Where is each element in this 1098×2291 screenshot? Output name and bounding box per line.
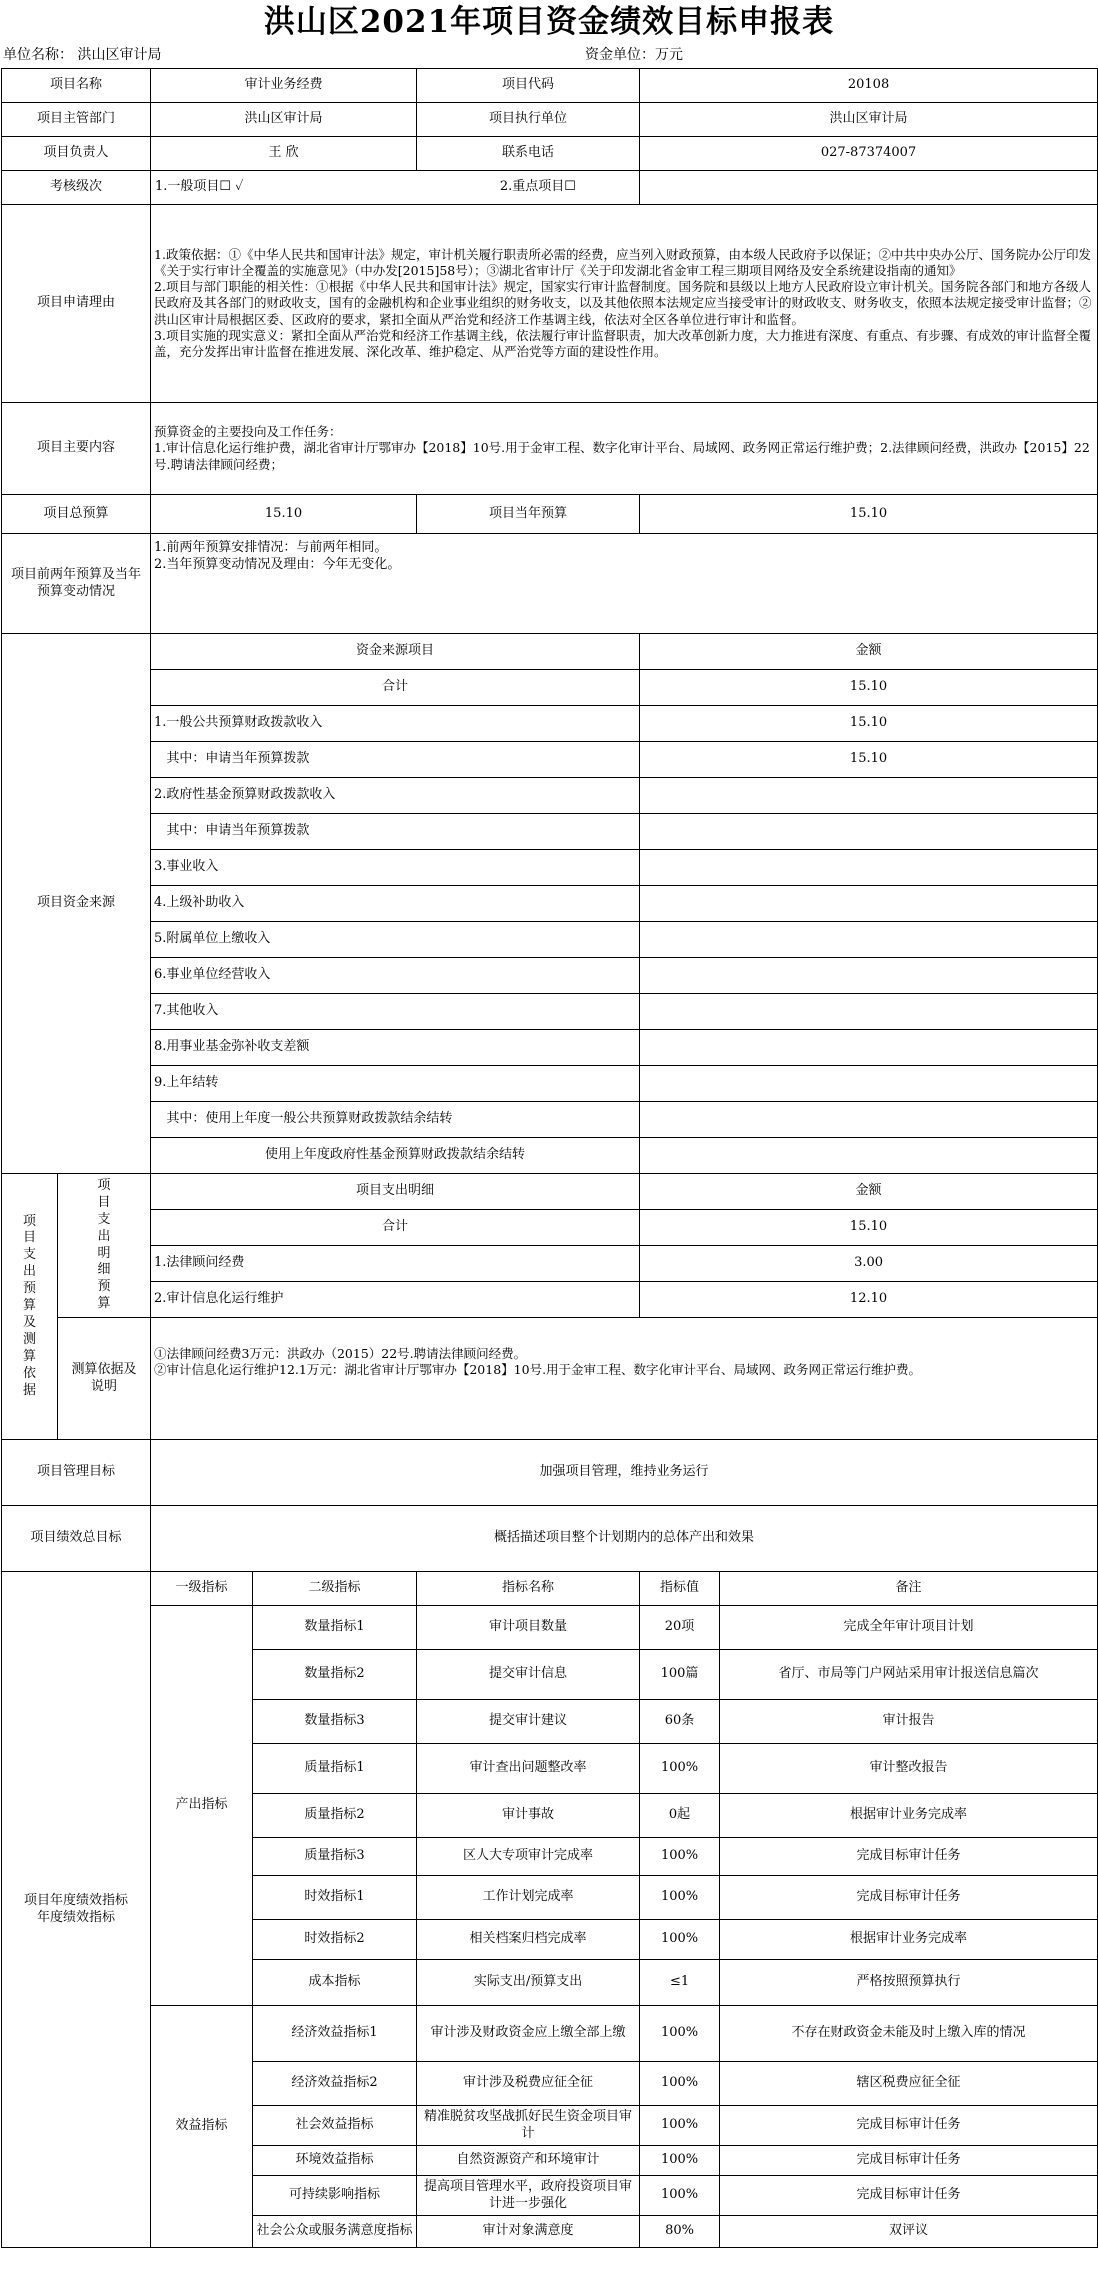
indicator-name: 审计事故 [417,1794,640,1838]
level-key-option[interactable]: 2.重点项目☐ [499,179,576,195]
indicator-row [2,2006,1098,2062]
indicator-value: 100% [640,1744,720,1794]
label-project-name: 项目名称 [2,69,151,103]
level-empty [640,171,1098,205]
funds-row [2,1102,1098,1138]
indicator-l2: 成本指标 [253,1960,417,2006]
indicator-note: 完成全年审计项目计划 [720,1606,1098,1650]
project-code: 20108 [640,69,1098,103]
label-project-code: 项目代码 [417,69,640,103]
expense-item: 2.审计信息化运行维护 [151,1282,640,1318]
project-head: 王 欣 [151,137,417,171]
reason-row [2,205,1098,403]
content-label: 项目主要内容 [2,403,151,495]
funds-amount [640,922,1098,958]
funds-row [2,958,1098,994]
indicator-l2: 数量指标1 [253,1606,417,1650]
indicator-l2: 经济效益指标1 [253,2006,417,2062]
total-budget: 15.10 [151,495,417,534]
indicator-name: 提交审计建议 [417,1700,640,1744]
indicator-value: 100% [640,1838,720,1876]
budget-row [2,495,1098,534]
funds-row [2,922,1098,958]
col-l1: 一级指标 [151,1572,253,1606]
expense-row [2,1246,1098,1282]
expense-col-item: 项目支出明细 [151,1174,640,1210]
funds-header-row [2,634,1098,670]
expense-basis-row [2,1318,1098,1440]
funds-row [2,778,1098,814]
indicator-note: 省厅、市局等门户网站采用审计报送信息篇次 [720,1650,1098,1700]
indicator-note: 完成目标审计任务 [720,1838,1098,1876]
col-value: 指标值 [640,1572,720,1606]
funds-item: 其中：申请当年预算拨款 [151,814,640,850]
indicator-l2: 可持续影响指标 [253,2176,417,2216]
indicator-name: 精准脱贫攻坚战抓好民生资金项目审计 [417,2106,640,2146]
funds-item: 合计 [151,670,640,706]
indicator-note: 完成目标审计任务 [720,2106,1098,2146]
prev-text: 1.前两年预算安排情况：与前两年相同。 2.当年预算变动情况及理由：今年无变化。 [151,534,1098,634]
indicator-note: 完成目标审计任务 [720,1876,1098,1920]
performance-form-table [1,68,1098,2248]
overall-row [2,1506,1098,1572]
funds-amount: 15.10 [640,742,1098,778]
indicator-name: 审计查出问题整改率 [417,1744,640,1794]
expense-outer-label: 项目支出预算及测算依据 [2,1174,58,1440]
label-phone: 联系电话 [417,137,640,171]
indicator-l2: 时效指标1 [253,1876,417,1920]
indicator-name: 审计涉及财政资金应上缴全部上缴 [417,2006,640,2062]
indicator-l2: 经济效益指标2 [253,2062,417,2106]
indicator-value: 100% [640,2006,720,2062]
prev-label: 项目前两年预算及当年预算变动情况 [2,534,151,634]
label-level: 考核级次 [2,171,151,205]
indicator-l2: 质量指标1 [253,1744,417,1794]
funds-row [2,706,1098,742]
expense-row [2,1282,1098,1318]
funds-amount [640,814,1098,850]
funds-amount [640,886,1098,922]
indicator-l2: 数量指标2 [253,1650,417,1700]
funds-item: 1.一般公共预算财政拨款收入 [151,706,640,742]
indicator-note: 根据审计业务完成率 [720,1794,1098,1838]
output-indicator-label: 产出指标 [151,1606,253,2006]
funds-item: 2.政府性基金预算财政拨款收入 [151,778,640,814]
indicator-name: 审计涉及税费应征全征 [417,2062,640,2106]
funds-row [2,850,1098,886]
indicator-value: ≤1 [640,1960,720,2006]
expense-item: 1.法律顾问经费 [151,1246,640,1282]
indicator-l2: 质量指标3 [253,1838,417,1876]
page-title: 洪山区2021年项目资金绩效目标申报表 [263,4,835,40]
mgmt-text: 加强项目管理，维持业务运行 [151,1440,1098,1506]
content-row [2,403,1098,495]
funds-amount [640,850,1098,886]
indicator-value: 80% [640,2216,720,2248]
indicator-note: 审计报告 [720,1700,1098,1744]
expense-row [2,1210,1098,1246]
basis-label: 测算依据及说明 [58,1318,151,1440]
label-head: 项目负责人 [2,137,151,171]
overall-label: 项目绩效总目标 [2,1506,151,1572]
level-general-option[interactable]: 1.一般项目☐ ✓ [155,179,244,195]
expense-amount: 15.10 [640,1210,1098,1246]
indicator-value: 100% [640,2176,720,2216]
indicator-name: 工作计划完成率 [417,1876,640,1920]
indicator-l2: 质量指标2 [253,1794,417,1838]
info-row-head [2,137,1098,171]
indicator-note: 根据审计业务完成率 [720,1920,1098,1960]
indicator-name: 提高项目管理水平，政府投资项目审计进一步强化 [417,2176,640,2216]
indicators-label: 项目年度绩效指标 年度绩效指标 [2,1572,151,2248]
expense-amount: 3.00 [640,1246,1098,1282]
indicator-value: 100篇 [640,1650,720,1700]
funds-amount [640,994,1098,1030]
indicator-value: 100% [640,1920,720,1960]
col-name: 指标名称 [417,1572,640,1606]
funds-item: 4.上级补助收入 [151,886,640,922]
indicator-note: 双评议 [720,2216,1098,2248]
funds-amount: 15.10 [640,706,1098,742]
funds-item: 6.事业单位经营收入 [151,958,640,994]
indicator-note: 严格按照预算执行 [720,1960,1098,2006]
mgmt-row [2,1440,1098,1506]
funds-amount [640,1102,1098,1138]
funds-item: 使用上年度政府性基金预算财政拨款结余结转 [151,1138,640,1174]
funds-row [2,886,1098,922]
indicator-row [2,1606,1098,1650]
indicator-name: 审计对象满意度 [417,2216,640,2248]
dept: 洪山区审计局 [151,103,417,137]
col-note: 备注 [720,1572,1098,1606]
expense-inner-label: 项目支出明细预算 [58,1174,151,1318]
indicator-value: 100% [640,2062,720,2106]
funds-row [2,814,1098,850]
funds-row [2,670,1098,706]
indicator-l2: 社会效益指标 [253,2106,417,2146]
funds-row [2,994,1098,1030]
funds-label: 项目资金来源 [2,634,151,1174]
content-text: 预算资金的主要投向及工作任务： 1.审计信息化运行维护费，湖北省审计厅鄂审办【2018】10号.用于金审工程、数字化审计平台、局域网、政务网正常运行维护费；2.法律顾问经费，洪政办【2015】22号.聘请法律顾问经费； [151,403,1098,495]
mgmt-label: 项目管理目标 [2,1440,151,1506]
funds-amount [640,1030,1098,1066]
unit-name: 单位名称： 洪山区审计局 [3,47,162,63]
phone: 027-87374007 [640,137,1098,171]
indicator-name: 实际支出/预算支出 [417,1960,640,2006]
funds-item: 3.事业收入 [151,850,640,886]
info-row-dept [2,103,1098,137]
expense-amount: 12.10 [640,1282,1098,1318]
indicator-note: 完成目标审计任务 [720,2146,1098,2176]
total-budget-label: 项目总预算 [2,495,151,534]
indicator-note: 不存在财政资金未能及时上缴入库的情况 [720,2006,1098,2062]
funds-row [2,1066,1098,1102]
funds-item: 其中：使用上年度一般公共预算财政拨款结余结转 [151,1102,640,1138]
indicator-l2: 时效指标2 [253,1920,417,1960]
label-exec: 项目执行单位 [417,103,640,137]
expense-col-amount: 金额 [640,1174,1098,1210]
indicator-name: 自然资源资产和环境审计 [417,2146,640,2176]
currency-unit: 资金单位：万元 [585,47,683,63]
indicator-name: 审计项目数量 [417,1606,640,1650]
info-row-name [2,69,1098,103]
indicator-note: 完成目标审计任务 [720,2176,1098,2216]
funds-item: 5.附属单位上缴收入 [151,922,640,958]
indicator-l2: 社会公众或服务满意度指标 [253,2216,417,2248]
funds-amount [640,778,1098,814]
funds-col-source: 资金来源项目 [151,634,640,670]
funds-amount [640,958,1098,994]
exec-unit: 洪山区审计局 [640,103,1098,137]
overall-text: 概括描述项目整个计划期内的总体产出和效果 [151,1506,1098,1572]
reason-text: 1.政策依据：①《中华人民共和国审计法》规定，审计机关履行职责所必需的经费，应当列入财政预算，由本级人民政府予以保证；②中共中央办公厅、国务院办公厅印发《关于实行审计全覆盖的实施意见》（中办发[2015]58号）；③湖北省审计厅《关于印发湖北省金审工程三期项目网络及安全系统建设指南的通知》 2.项目与部门职能的相关性：①根据《中华人民共和国审计法》规定，国家实行审计监督制度。国务院和县级以上地方人民政府设立审计机关。国务院各部门和地方各级人民政府及其各部门的财政收支，国有的金融机构和企业事业组织的财务收支，以及其他依照本法规定应当接受审计的财政收支、财务收支，依照本法规定接受审计监督；②洪山区审计局根据区委、区政府的要求，紧扣全面从严治党和经济工作基调主线，依法对全区各单位进行审计和监督。 3.项目实施的现实意义：紧扣全面从严治党和经济工作基调主线，依法履行审计监督职责，加大改革创新力度，大力推进有深度、有重点、有步骤、有成效的审计监督全覆盖，充分发挥出审计监督在推进发展、深化改革、维护稳定、从严治党等方面的建设性作用。 [151,205,1098,403]
indicator-value: 0起 [640,1794,720,1838]
project-name: 审计业务经费 [151,69,417,103]
col-l2: 二级指标 [253,1572,417,1606]
funds-amount [640,1138,1098,1174]
funds-col-amount: 金额 [640,634,1098,670]
funds-amount [640,1066,1098,1102]
prev-row [2,534,1098,634]
indicator-note: 审计整改报告 [720,1744,1098,1794]
funds-row [2,1138,1098,1174]
expense-header-row [2,1174,1098,1210]
funds-item: 8.用事业基金弥补收支差额 [151,1030,640,1066]
year-budget: 15.10 [640,495,1098,534]
year-budget-label: 项目当年预算 [417,495,640,534]
indicator-l2: 环境效益指标 [253,2146,417,2176]
basis-text: ①法律顾问经费3万元：洪政办（2015）22号.聘请法律顾问经费。 ②审计信息化运行维护12.1万元：湖北省审计厅鄂审办【2018】10号.用于金审工程、数字化审计平台、局域网、政务网正常运行维护费。 [151,1318,1098,1440]
indicator-l2: 数量指标3 [253,1700,417,1744]
funds-item: 7.其他收入 [151,994,640,1030]
funds-item: 9.上年结转 [151,1066,640,1102]
funds-row [2,1030,1098,1066]
effect-indicator-label: 效益指标 [151,2006,253,2248]
reason-label: 项目申请理由 [2,205,151,403]
indicator-name: 提交审计信息 [417,1650,640,1700]
label-dept: 项目主管部门 [2,103,151,137]
funds-item: 其中：申请当年预算拨款 [151,742,640,778]
info-row-level [2,171,1098,205]
funds-amount: 15.10 [640,670,1098,706]
indicator-value: 100% [640,2146,720,2176]
funds-row [2,742,1098,778]
indicator-name: 区人大专项审计完成率 [417,1838,640,1876]
indicator-value: 100% [640,2106,720,2146]
indicators-header-row [2,1572,1098,1606]
indicator-name: 相关档案归档完成率 [417,1920,640,1960]
expense-item: 合计 [151,1210,640,1246]
level-general [151,171,640,205]
indicator-note: 辖区税费应征全征 [720,2062,1098,2106]
indicator-value: 100% [640,1876,720,1920]
indicator-value: 60条 [640,1700,720,1744]
indicator-value: 20项 [640,1606,720,1650]
